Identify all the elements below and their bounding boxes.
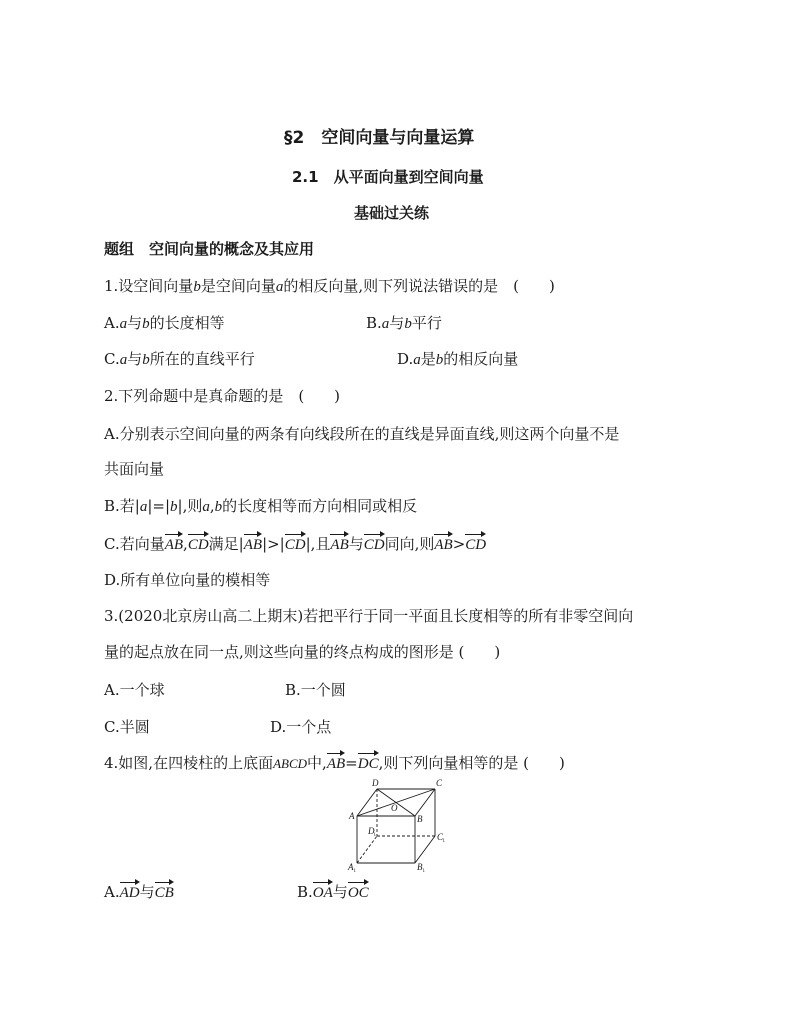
label-C: C	[436, 778, 443, 788]
q1-option-a: A.a与b的长度相等	[104, 314, 225, 332]
subtitle: 2.1 从平面向量到空间向量	[292, 168, 484, 186]
label-A1-sub: 1	[353, 869, 356, 873]
q3-stem-line2: 量的起点放在同一点,则这些向量的终点构成的图形是 ( )	[104, 643, 501, 661]
section-heading: 基础过关练	[354, 204, 430, 222]
page-title: §2 空间向量与向量运算	[284, 128, 475, 148]
q1-option-d: D.a是b的相反向量	[397, 350, 519, 368]
q4-option-b: B.OA与OC	[297, 883, 369, 901]
label-B: B	[417, 814, 423, 824]
q3-option-d: D.一个点	[270, 718, 332, 736]
label-D1: D	[368, 826, 375, 836]
label-C1-sub: 1	[442, 839, 445, 844]
q2-option-d: D.所有单位向量的模相等	[104, 571, 271, 589]
group-heading: 题组 空间向量的概念及其应用	[104, 240, 315, 258]
edge-BC	[415, 789, 435, 816]
q2-stem: 2.下列命题中是真命题的是 ( )	[104, 387, 341, 405]
q2-option-a-line1: A.分别表示空间向量的两条有向线段所在的直线是异面直线,则这两个向量不是	[104, 425, 620, 443]
q1-option-c: C.a与b所在的直线平行	[104, 350, 255, 368]
label-B1-sub: 1	[422, 869, 425, 873]
edge-B1C1	[415, 836, 435, 863]
label-C1: C	[437, 832, 444, 842]
q2-option-b: B.若|a|=|b|,则a,b的长度相等而方向相同或相反	[104, 497, 418, 515]
q3-option-c: C.半圆	[104, 718, 150, 736]
label-A: A	[349, 811, 355, 821]
label-B1: B	[417, 862, 423, 872]
edge-AD	[357, 789, 377, 816]
q2-option-c: C.若向量AB,CD满足|AB|>|CD|,且AB与CD同向,则AB>CD	[104, 535, 487, 553]
q1-option-b: B.a与b平行	[366, 314, 442, 332]
edge-A1D1	[357, 836, 377, 863]
label-A1: A	[348, 862, 354, 872]
q3-option-b: B.一个圆	[285, 681, 346, 699]
label-O: O	[391, 803, 398, 813]
prism-figure	[340, 778, 450, 873]
label-D: D	[372, 778, 379, 788]
q1-stem: 1.设空间向量b是空间向量a的相反向量,则下列说法错误的是 ( )	[104, 277, 555, 295]
label-D1-sub: 1	[373, 833, 376, 838]
q2-option-a-line2: 共面向量	[104, 460, 165, 478]
q4-stem: 4.如图,在四棱柱的上底面ABCD中,AB=DC,则下列向量相等的是 ( )	[104, 754, 565, 772]
q4-option-a: A.AD与CB	[104, 883, 174, 901]
q3-stem-line1: 3.(2020北京房山高二上期末)若把平行于同一平面且长度相等的所有非零空间向	[104, 607, 634, 625]
q3-option-a: A.一个球	[104, 681, 165, 699]
